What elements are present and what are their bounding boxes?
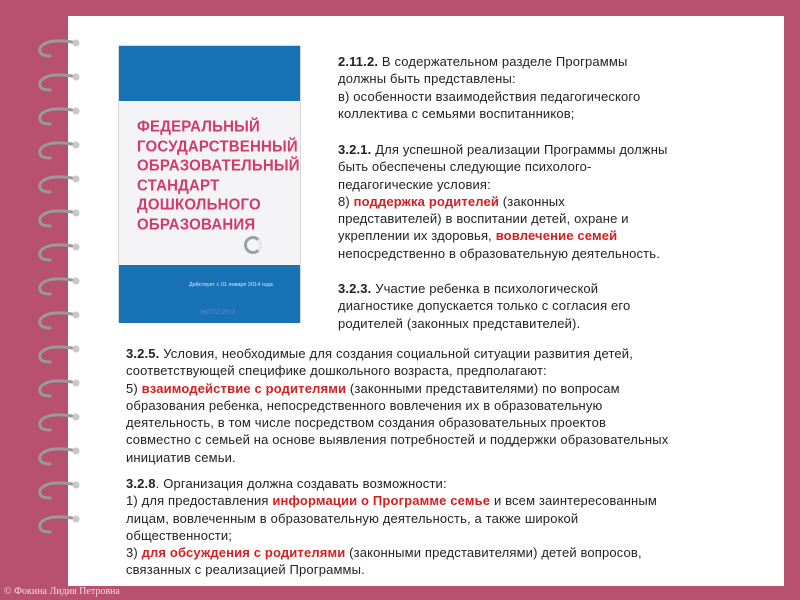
text: Условия, необходимые для создания социальной ситуации развития детей,: [159, 346, 633, 361]
book-title-line: ГОСУДАРСТВЕННЫЙ: [137, 137, 298, 156]
text: . Организация должна создавать возможности:: [155, 476, 447, 491]
text: коллектива с семьями воспитанников;: [338, 105, 575, 121]
text: представителей) в воспитании детей, охране и: [338, 211, 629, 227]
text: родителей (законных представителей).: [338, 315, 581, 331]
text: совместно с семьей на основе выявления потребностей и поддержки образовательных: [126, 432, 669, 448]
clause-number: 3.2.8: [126, 476, 156, 491]
book-top-band: [119, 46, 300, 101]
text: В содержательном разделе Программы: [378, 54, 628, 69]
book-date: Действует с 01 января 2014 года: [189, 282, 273, 288]
text: Участие ребенка в психологической: [371, 281, 599, 296]
highlight-text: для обсуждения с родителями: [141, 545, 346, 561]
book-title-line: ФЕДЕРАЛЬНЫЙ: [137, 118, 261, 136]
clause-number: 3.2.5.: [126, 346, 160, 361]
text: инициатив семьи.: [126, 449, 236, 465]
clause-number: 3.2.3.: [338, 281, 372, 296]
book-watermark: ЭКСПО 2013: [199, 310, 236, 316]
section-3-2-1: [338, 141, 758, 262]
author-credit: © Фокина Лидия Петровна: [4, 586, 120, 597]
text: педагогические условия:: [338, 176, 491, 192]
text: укреплении их здоровья,: [338, 228, 496, 244]
text: связанных с реализацией Программы.: [126, 562, 365, 578]
highlight-text: вовлечение семей: [495, 228, 618, 244]
text: непосредственно в образовательную деятельность.: [338, 245, 660, 261]
section-3-2-3: [338, 280, 758, 332]
text: 1) для предоставления: [126, 493, 273, 509]
highlight-text: взаимодействие с родителями: [141, 380, 347, 396]
text: в) особенности взаимодействия педагогического: [338, 88, 641, 104]
book-title: [137, 118, 300, 235]
text: общественности;: [126, 527, 233, 543]
text: быть обеспечены следующие психолого-: [338, 159, 592, 175]
text: лицам, вовлеченным в образовательную деятельность, а также широкой: [126, 510, 579, 526]
text: (законными представителями) детей вопросов,: [345, 545, 642, 561]
book-title-line: ОБРАЗОВАТЕЛЬНЫЙ: [137, 156, 300, 175]
text: 5): [126, 380, 142, 396]
section-2-11-2: [338, 53, 758, 122]
section-3-2-8: [126, 475, 776, 579]
text: и всем заинтересованным: [490, 493, 657, 509]
text: должны быть представлены:: [338, 71, 516, 87]
text: 3): [126, 545, 142, 561]
text: деятельность, в том числе посредством создания образовательных проектов: [126, 415, 607, 431]
text: (законными представителями) по вопросам: [346, 380, 620, 396]
clause-number: 3.2.1.: [338, 142, 372, 157]
book-title-line: ДОШКОЛЬНОГО: [137, 195, 261, 214]
book-title-line: ОБРАЗОВАНИЯ: [137, 215, 256, 233]
loading-circle-icon: [244, 236, 262, 254]
text: (законных: [499, 193, 565, 209]
text: Для успешной реализации Программы должны: [371, 142, 668, 157]
text: образования ребенка, непосредственного вовлечения их в образовательную: [126, 397, 603, 413]
book-title-line: СТАНДАРТ: [137, 176, 220, 195]
highlight-text: поддержка родителей: [353, 193, 500, 209]
text: соответствующей специфике дошкольного возраста, предполагают:: [126, 363, 547, 379]
fgos-book-cover: [118, 45, 301, 322]
text: диагностике допускается только с согласия его: [338, 298, 631, 314]
highlight-text: информации о Программе семье: [272, 493, 491, 509]
clause-number: 2.11.2.: [338, 54, 379, 69]
right-border: [784, 0, 800, 600]
text: 8): [338, 193, 354, 209]
section-3-2-5: [126, 345, 776, 466]
spiral-binding-icon: [0, 0, 120, 600]
